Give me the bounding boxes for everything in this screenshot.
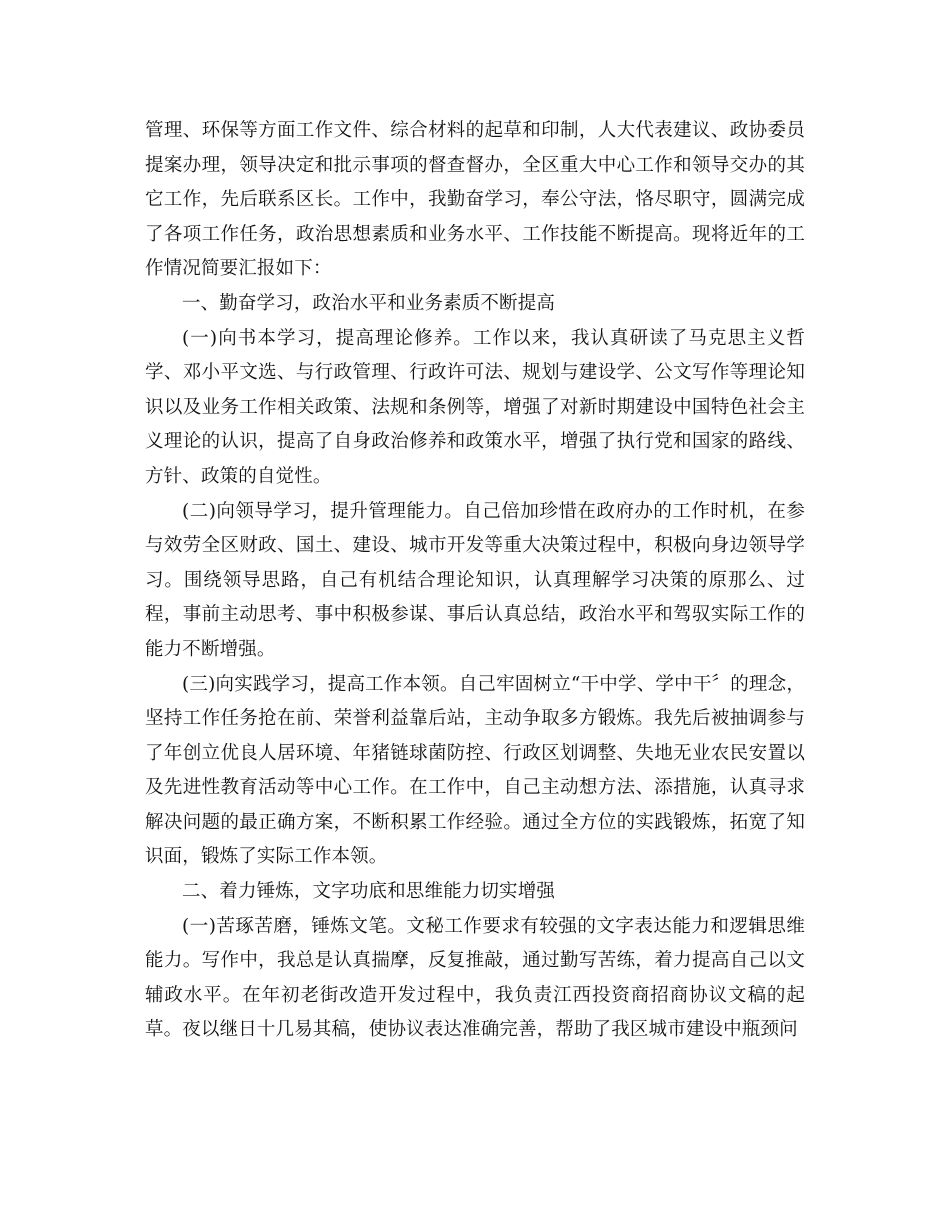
paragraph-continuation: 管理、环保等方面工作文件、综合材料的起草和印制，人大代表建议、政协委员提案办理，领导决定和批示事项的督查督办，全区重大中心工作和领导交办的其它工作，先后联系区长。工作中，我勤奋学习，奉公守法，恪尽职守，圆满完成了各项工作任务，政治思想素质和业务水平、工作技能不断提高。现将近年的工作情况简要汇报如下： (145, 120, 805, 280)
document-body (145, 114, 805, 1048)
paragraph-book-learning: (一)向书本学习，提高理论修养。工作以来，我认真研读了马克思主义哲学、邓小平文选、与行政管理、行政许可法、规划与建设学、公文写作等理论知识以及业务工作相关政策、法规和条例等，增强了对新时期建设中国特色社会主义理论的认识，提高了自身政治修养和政策水平，增强了执行党和国家的路线、方针、政策的自觉性。 (145, 327, 805, 487)
paragraph-leader-learning: (二)向领导学习，提升管理能力。自己倍加珍惜在政府办的工作时机，在参与效劳全区财政、国土、建设、城市开发等重大决策过程中，积极向身边领导学习。围绕领导思路，自己有机结合理论知识，认真理解学习决策的原那么、过程，事前主动思考、事中积极参谋、事后认真总结，政治水平和驾驭实际工作的能力不断增强。 (145, 500, 805, 660)
paragraph-writing-practice: (一)苦琢苦磨，锤炼文笔。文秘工作要求有较强的文字表达能力和逻辑思维能力。写作中，我总是认真揣摩，反复推敲，通过勤写苦练，着力提高自己以文辅政水平。在年初老街改造开发过程中，我负责江西投资商招商协议文稿的起草。夜以继日十几易其稿，使协议表达准确完善，帮助了我区城市建设中瓶颈问 (145, 915, 805, 1041)
section-heading-2: 二、着力锤炼，文字功底和思维能力切实增强 (182, 881, 556, 903)
section-heading-1: 一、勤奋学习，政治水平和业务素质不断提高 (182, 292, 556, 314)
paragraph-practice-learning: (三)向实践学习，提高工作本领。自己牢固树立“干中学、学中干〞的理念，坚持工作任务抢在前、荣誉利益靠后站，主动争取多方锻炼。我先后被抽调参与了年创立优良人居环境、年猪链球菌防控、行政区划调整、失地无业农民安置以及先进性教育活动等中心工作。在工作中，自己主动想方法、添措施，认真寻求解决问题的最正确方案，不断积累工作经验。通过全方位的实践锻炼，拓宽了知识面，锻炼了实际工作本领。 (145, 673, 805, 868)
